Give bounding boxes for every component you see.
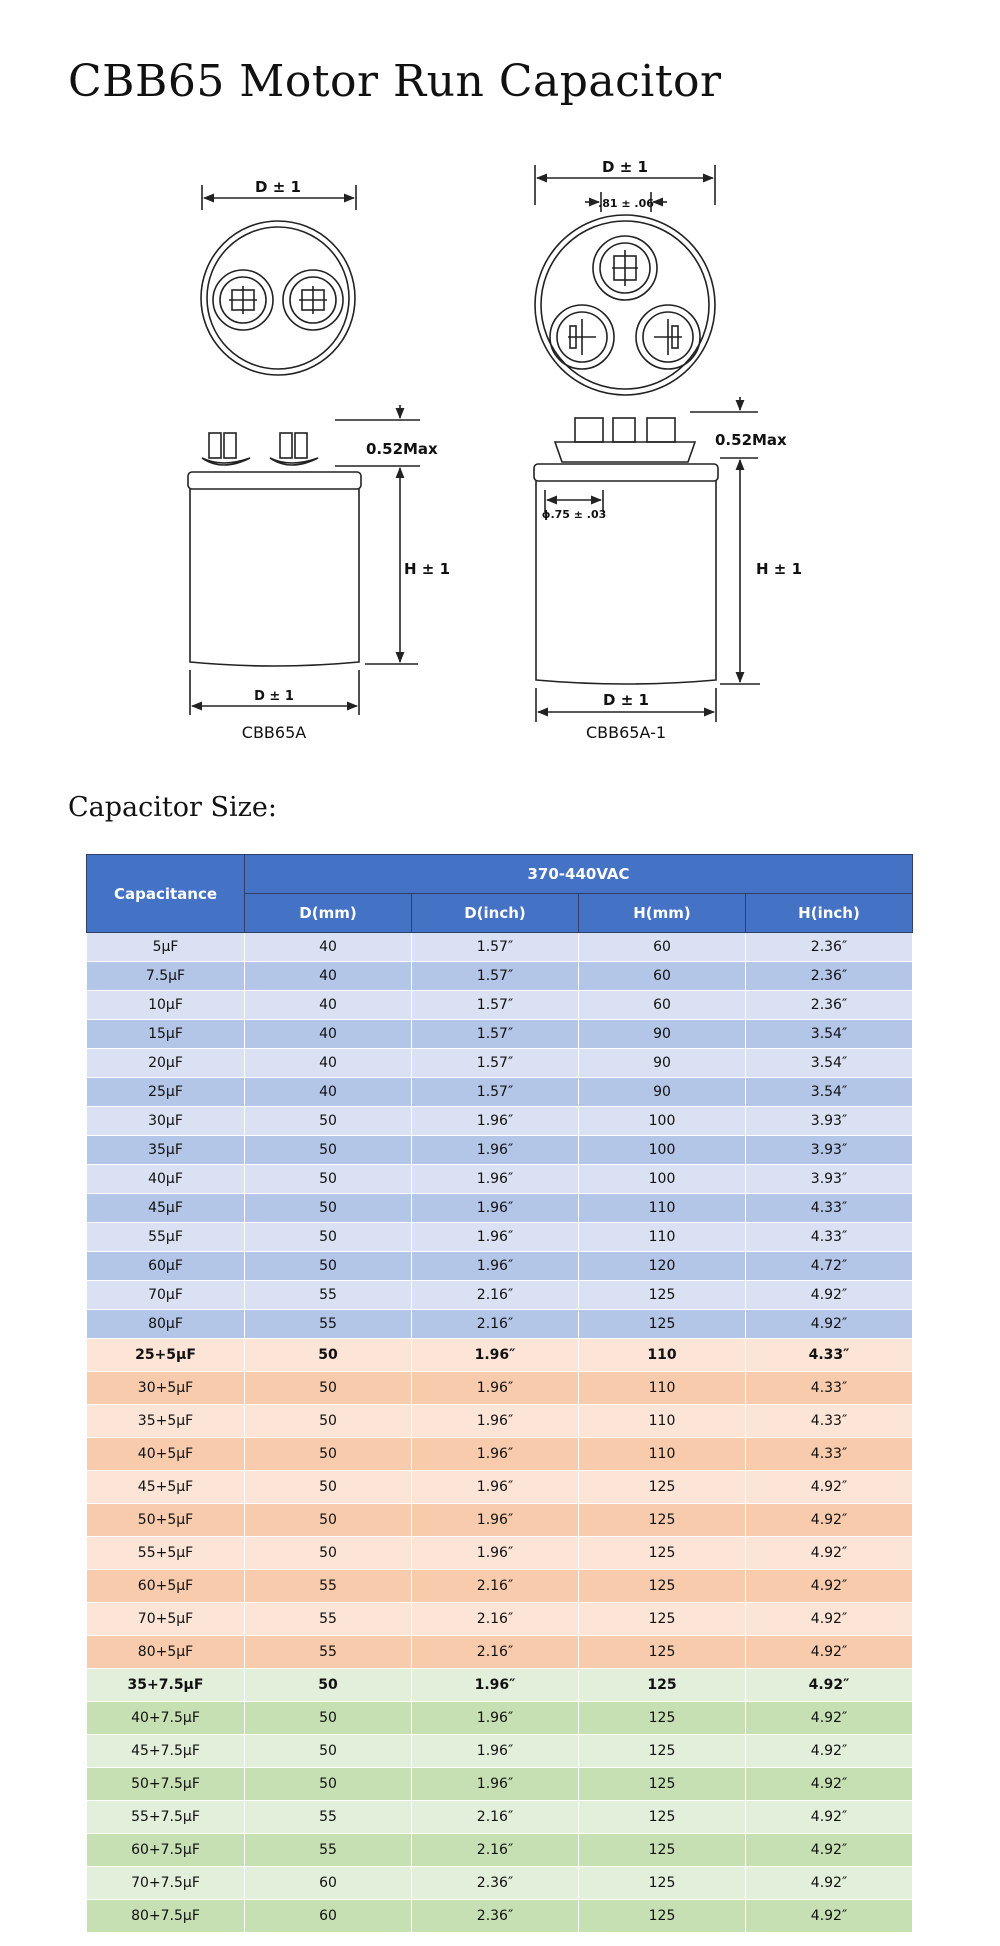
capacitance-cell: 45+5μF xyxy=(87,1471,245,1504)
d-mm-cell: 50 xyxy=(245,1136,412,1165)
h-inch-cell: 4.92″ xyxy=(746,1900,913,1933)
d-mm-cell: 50 xyxy=(245,1252,412,1281)
capacitance-cell: 50+7.5μF xyxy=(87,1768,245,1801)
d-mm-cell: 55 xyxy=(245,1801,412,1834)
right-top-d-label: D ± 1 xyxy=(602,158,648,176)
h-mm-cell: 90 xyxy=(579,1020,746,1049)
d-mm-cell: 50 xyxy=(245,1107,412,1136)
h-inch-cell: 4.72″ xyxy=(746,1252,913,1281)
d-inch-cell: 2.16″ xyxy=(412,1570,579,1603)
capacitance-cell: 20μF xyxy=(87,1049,245,1078)
h-mm-cell: 60 xyxy=(579,962,746,991)
header-capacitance: Capacitance xyxy=(87,855,245,933)
h-mm-cell: 125 xyxy=(579,1801,746,1834)
d-mm-cell: 50 xyxy=(245,1339,412,1372)
table-row xyxy=(87,933,913,962)
header-h-inch: H(inch) xyxy=(746,894,913,933)
capacitance-cell: 45+7.5μF xyxy=(87,1735,245,1768)
right-h-label: H ± 1 xyxy=(756,560,803,578)
table-row xyxy=(87,1049,913,1078)
d-inch-cell: 1.96″ xyxy=(412,1504,579,1537)
d-inch-cell: 1.57″ xyxy=(412,962,579,991)
h-inch-cell: 4.92″ xyxy=(746,1504,913,1537)
d-inch-cell: 1.96″ xyxy=(412,1669,579,1702)
d-mm-cell: 50 xyxy=(245,1702,412,1735)
d-mm-cell: 40 xyxy=(245,962,412,991)
table-row xyxy=(87,1570,913,1603)
d-mm-cell: 50 xyxy=(245,1223,412,1252)
h-mm-cell: 60 xyxy=(579,991,746,1020)
capacitance-cell: 60+7.5μF xyxy=(87,1834,245,1867)
d-inch-cell: 1.96″ xyxy=(412,1537,579,1570)
h-mm-cell: 110 xyxy=(579,1223,746,1252)
table-row xyxy=(87,1768,913,1801)
h-mm-cell: 100 xyxy=(579,1136,746,1165)
d-inch-cell: 1.96″ xyxy=(412,1438,579,1471)
capacitance-cell: 55+5μF xyxy=(87,1537,245,1570)
d-inch-cell: 2.16″ xyxy=(412,1281,579,1310)
h-mm-cell: 125 xyxy=(579,1504,746,1537)
d-mm-cell: 40 xyxy=(245,991,412,1020)
d-inch-cell: 1.57″ xyxy=(412,1049,579,1078)
capacitance-cell: 40+7.5μF xyxy=(87,1702,245,1735)
d-mm-cell: 50 xyxy=(245,1372,412,1405)
d-mm-cell: 50 xyxy=(245,1471,412,1504)
h-mm-cell: 110 xyxy=(579,1194,746,1223)
d-inch-cell: 2.16″ xyxy=(412,1636,579,1669)
table-row xyxy=(87,1223,913,1252)
table-row xyxy=(87,1107,913,1136)
h-inch-cell: 4.33″ xyxy=(746,1372,913,1405)
capacitance-cell: 40μF xyxy=(87,1165,245,1194)
size-heading: Capacitor Size: xyxy=(68,792,277,823)
h-inch-cell: 2.36″ xyxy=(746,962,913,991)
table-row xyxy=(87,1339,913,1372)
capacitor-dimension-drawing xyxy=(160,150,840,750)
h-inch-cell: 4.33″ xyxy=(746,1194,913,1223)
d-mm-cell: 50 xyxy=(245,1537,412,1570)
header-d-inch: D(inch) xyxy=(412,894,579,933)
h-mm-cell: 125 xyxy=(579,1669,746,1702)
h-mm-cell: 120 xyxy=(579,1252,746,1281)
h-inch-cell: 4.33″ xyxy=(746,1438,913,1471)
d-inch-cell: 1.96″ xyxy=(412,1405,579,1438)
table-row xyxy=(87,1801,913,1834)
d-mm-cell: 50 xyxy=(245,1194,412,1223)
table-row xyxy=(87,1867,913,1900)
right-bottom-d-label: D ± 1 xyxy=(603,691,649,709)
h-mm-cell: 110 xyxy=(579,1372,746,1405)
h-inch-cell: 4.92″ xyxy=(746,1603,913,1636)
capacitance-cell: 25+5μF xyxy=(87,1339,245,1372)
capacitance-cell: 40+5μF xyxy=(87,1438,245,1471)
table-row xyxy=(87,1165,913,1194)
d-mm-cell: 55 xyxy=(245,1310,412,1339)
table-row xyxy=(87,1900,913,1933)
table-row xyxy=(87,1020,913,1049)
capacitance-cell: 45μF xyxy=(87,1194,245,1223)
h-inch-cell: 4.92″ xyxy=(746,1768,913,1801)
h-mm-cell: 125 xyxy=(579,1471,746,1504)
h-inch-cell: 2.36″ xyxy=(746,933,913,962)
h-mm-cell: 60 xyxy=(579,933,746,962)
d-inch-cell: 1.96″ xyxy=(412,1735,579,1768)
capacitance-cell: 35μF xyxy=(87,1136,245,1165)
h-mm-cell: 110 xyxy=(579,1438,746,1471)
capacitor-size-table xyxy=(86,854,913,1933)
d-inch-cell: 2.36″ xyxy=(412,1900,579,1933)
capacitance-cell: 80+7.5μF xyxy=(87,1900,245,1933)
h-inch-cell: 4.33″ xyxy=(746,1405,913,1438)
h-mm-cell: 110 xyxy=(579,1339,746,1372)
right-max-label: 0.52Max xyxy=(715,431,787,449)
d-inch-cell: 2.36″ xyxy=(412,1867,579,1900)
h-inch-cell: 3.54″ xyxy=(746,1078,913,1107)
capacitance-cell: 10μF xyxy=(87,991,245,1020)
d-inch-cell: 2.16″ xyxy=(412,1603,579,1636)
d-inch-cell: 1.96″ xyxy=(412,1223,579,1252)
capacitance-cell: 80μF xyxy=(87,1310,245,1339)
h-mm-cell: 125 xyxy=(579,1735,746,1768)
header-d-mm: D(mm) xyxy=(245,894,412,933)
h-inch-cell: 4.92″ xyxy=(746,1310,913,1339)
h-mm-cell: 125 xyxy=(579,1570,746,1603)
table-row xyxy=(87,1136,913,1165)
h-inch-cell: 4.92″ xyxy=(746,1834,913,1867)
right-model-label: CBB65A-1 xyxy=(585,723,667,742)
d-mm-cell: 55 xyxy=(245,1636,412,1669)
h-inch-cell: 4.92″ xyxy=(746,1867,913,1900)
h-mm-cell: 100 xyxy=(579,1107,746,1136)
h-inch-cell: 4.92″ xyxy=(746,1281,913,1310)
d-mm-cell: 50 xyxy=(245,1438,412,1471)
header-voltage: 370-440VAC xyxy=(245,855,913,894)
h-inch-cell: 3.93″ xyxy=(746,1107,913,1136)
h-inch-cell: 4.92″ xyxy=(746,1537,913,1570)
table-row xyxy=(87,1281,913,1310)
table-row xyxy=(87,1834,913,1867)
left-bottom-d-label: D ± 1 xyxy=(254,689,294,704)
h-inch-cell: 4.92″ xyxy=(746,1801,913,1834)
table-row xyxy=(87,1669,913,1702)
d-mm-cell: 50 xyxy=(245,1735,412,1768)
capacitance-cell: 55+7.5μF xyxy=(87,1801,245,1834)
h-mm-cell: 125 xyxy=(579,1768,746,1801)
h-mm-cell: 125 xyxy=(579,1636,746,1669)
h-inch-cell: 4.92″ xyxy=(746,1570,913,1603)
capacitance-cell: 30+5μF xyxy=(87,1372,245,1405)
h-mm-cell: 110 xyxy=(579,1405,746,1438)
table-row xyxy=(87,1078,913,1107)
capacitance-cell: 35+5μF xyxy=(87,1405,245,1438)
capacitance-cell: 5μF xyxy=(87,933,245,962)
d-mm-cell: 40 xyxy=(245,1049,412,1078)
h-inch-cell: 4.92″ xyxy=(746,1669,913,1702)
d-inch-cell: 1.96″ xyxy=(412,1339,579,1372)
capacitance-cell: 70+5μF xyxy=(87,1603,245,1636)
left-h-label: H ± 1 xyxy=(404,560,451,578)
h-mm-cell: 90 xyxy=(579,1049,746,1078)
h-inch-cell: 3.93″ xyxy=(746,1165,913,1194)
h-mm-cell: 125 xyxy=(579,1867,746,1900)
table-row xyxy=(87,1735,913,1768)
d-inch-cell: 1.96″ xyxy=(412,1194,579,1223)
table-row xyxy=(87,1438,913,1471)
h-mm-cell: 125 xyxy=(579,1702,746,1735)
d-inch-cell: 1.57″ xyxy=(412,1078,579,1107)
capacitance-cell: 70+7.5μF xyxy=(87,1867,245,1900)
capacitance-cell: 30μF xyxy=(87,1107,245,1136)
d-mm-cell: 40 xyxy=(245,1078,412,1107)
h-mm-cell: 125 xyxy=(579,1900,746,1933)
h-inch-cell: 4.92″ xyxy=(746,1471,913,1504)
page-title: CBB65 Motor Run Capacitor xyxy=(68,56,722,107)
table-row xyxy=(87,1372,913,1405)
d-inch-cell: 1.96″ xyxy=(412,1136,579,1165)
table-row xyxy=(87,1537,913,1570)
d-mm-cell: 55 xyxy=(245,1281,412,1310)
d-mm-cell: 60 xyxy=(245,1900,412,1933)
d-inch-cell: 1.96″ xyxy=(412,1165,579,1194)
d-mm-cell: 55 xyxy=(245,1603,412,1636)
d-inch-cell: 2.16″ xyxy=(412,1834,579,1867)
left-top-d-label: D ± 1 xyxy=(255,178,301,196)
h-mm-cell: 125 xyxy=(579,1310,746,1339)
d-inch-cell: 1.96″ xyxy=(412,1252,579,1281)
h-inch-cell: 4.92″ xyxy=(746,1636,913,1669)
h-mm-cell: 125 xyxy=(579,1603,746,1636)
right-terminal-width-label: ϕ.75 ± .03 xyxy=(541,508,607,521)
h-mm-cell: 90 xyxy=(579,1078,746,1107)
d-mm-cell: 50 xyxy=(245,1504,412,1537)
d-inch-cell: 1.57″ xyxy=(412,1020,579,1049)
d-mm-cell: 50 xyxy=(245,1669,412,1702)
h-inch-cell: 2.36″ xyxy=(746,991,913,1020)
right-spacing-label: .81 ± .06 xyxy=(598,197,654,210)
h-inch-cell: 4.92″ xyxy=(746,1735,913,1768)
d-inch-cell: 2.16″ xyxy=(412,1310,579,1339)
h-mm-cell: 125 xyxy=(579,1834,746,1867)
h-inch-cell: 3.54″ xyxy=(746,1020,913,1049)
table-row xyxy=(87,1405,913,1438)
table-row xyxy=(87,1252,913,1281)
table-row xyxy=(87,1194,913,1223)
capacitance-cell: 70μF xyxy=(87,1281,245,1310)
table-body xyxy=(87,933,913,1933)
h-inch-cell: 4.33″ xyxy=(746,1339,913,1372)
capacitance-cell: 60μF xyxy=(87,1252,245,1281)
d-mm-cell: 60 xyxy=(245,1867,412,1900)
header-h-mm: H(mm) xyxy=(579,894,746,933)
d-inch-cell: 1.57″ xyxy=(412,991,579,1020)
capacitance-cell: 25μF xyxy=(87,1078,245,1107)
d-inch-cell: 1.96″ xyxy=(412,1702,579,1735)
capacitance-cell: 35+7.5μF xyxy=(87,1669,245,1702)
table-row xyxy=(87,1310,913,1339)
capacitance-cell: 80+5μF xyxy=(87,1636,245,1669)
table-row xyxy=(87,1636,913,1669)
d-inch-cell: 1.96″ xyxy=(412,1768,579,1801)
table-row xyxy=(87,1471,913,1504)
table-row xyxy=(87,962,913,991)
d-mm-cell: 40 xyxy=(245,1020,412,1049)
h-mm-cell: 125 xyxy=(579,1281,746,1310)
capacitance-cell: 50+5μF xyxy=(87,1504,245,1537)
d-mm-cell: 55 xyxy=(245,1570,412,1603)
d-mm-cell: 50 xyxy=(245,1165,412,1194)
left-model-label: CBB65A xyxy=(241,723,307,742)
d-inch-cell: 1.96″ xyxy=(412,1107,579,1136)
d-mm-cell: 50 xyxy=(245,1405,412,1438)
left-max-label: 0.52Max xyxy=(366,440,438,458)
h-inch-cell: 3.54″ xyxy=(746,1049,913,1078)
table-row xyxy=(87,1603,913,1636)
d-mm-cell: 50 xyxy=(245,1768,412,1801)
d-mm-cell: 55 xyxy=(245,1834,412,1867)
capacitance-cell: 60+5μF xyxy=(87,1570,245,1603)
capacitance-cell: 15μF xyxy=(87,1020,245,1049)
d-mm-cell: 40 xyxy=(245,933,412,962)
table-row xyxy=(87,1504,913,1537)
table-row xyxy=(87,991,913,1020)
h-inch-cell: 4.92″ xyxy=(746,1702,913,1735)
h-inch-cell: 3.93″ xyxy=(746,1136,913,1165)
h-inch-cell: 4.33″ xyxy=(746,1223,913,1252)
capacitance-cell: 7.5μF xyxy=(87,962,245,991)
d-inch-cell: 1.96″ xyxy=(412,1471,579,1504)
h-mm-cell: 125 xyxy=(579,1537,746,1570)
d-inch-cell: 1.96″ xyxy=(412,1372,579,1405)
d-inch-cell: 2.16″ xyxy=(412,1801,579,1834)
table-row xyxy=(87,1702,913,1735)
capacitance-cell: 55μF xyxy=(87,1223,245,1252)
h-mm-cell: 100 xyxy=(579,1165,746,1194)
d-inch-cell: 1.57″ xyxy=(412,933,579,962)
